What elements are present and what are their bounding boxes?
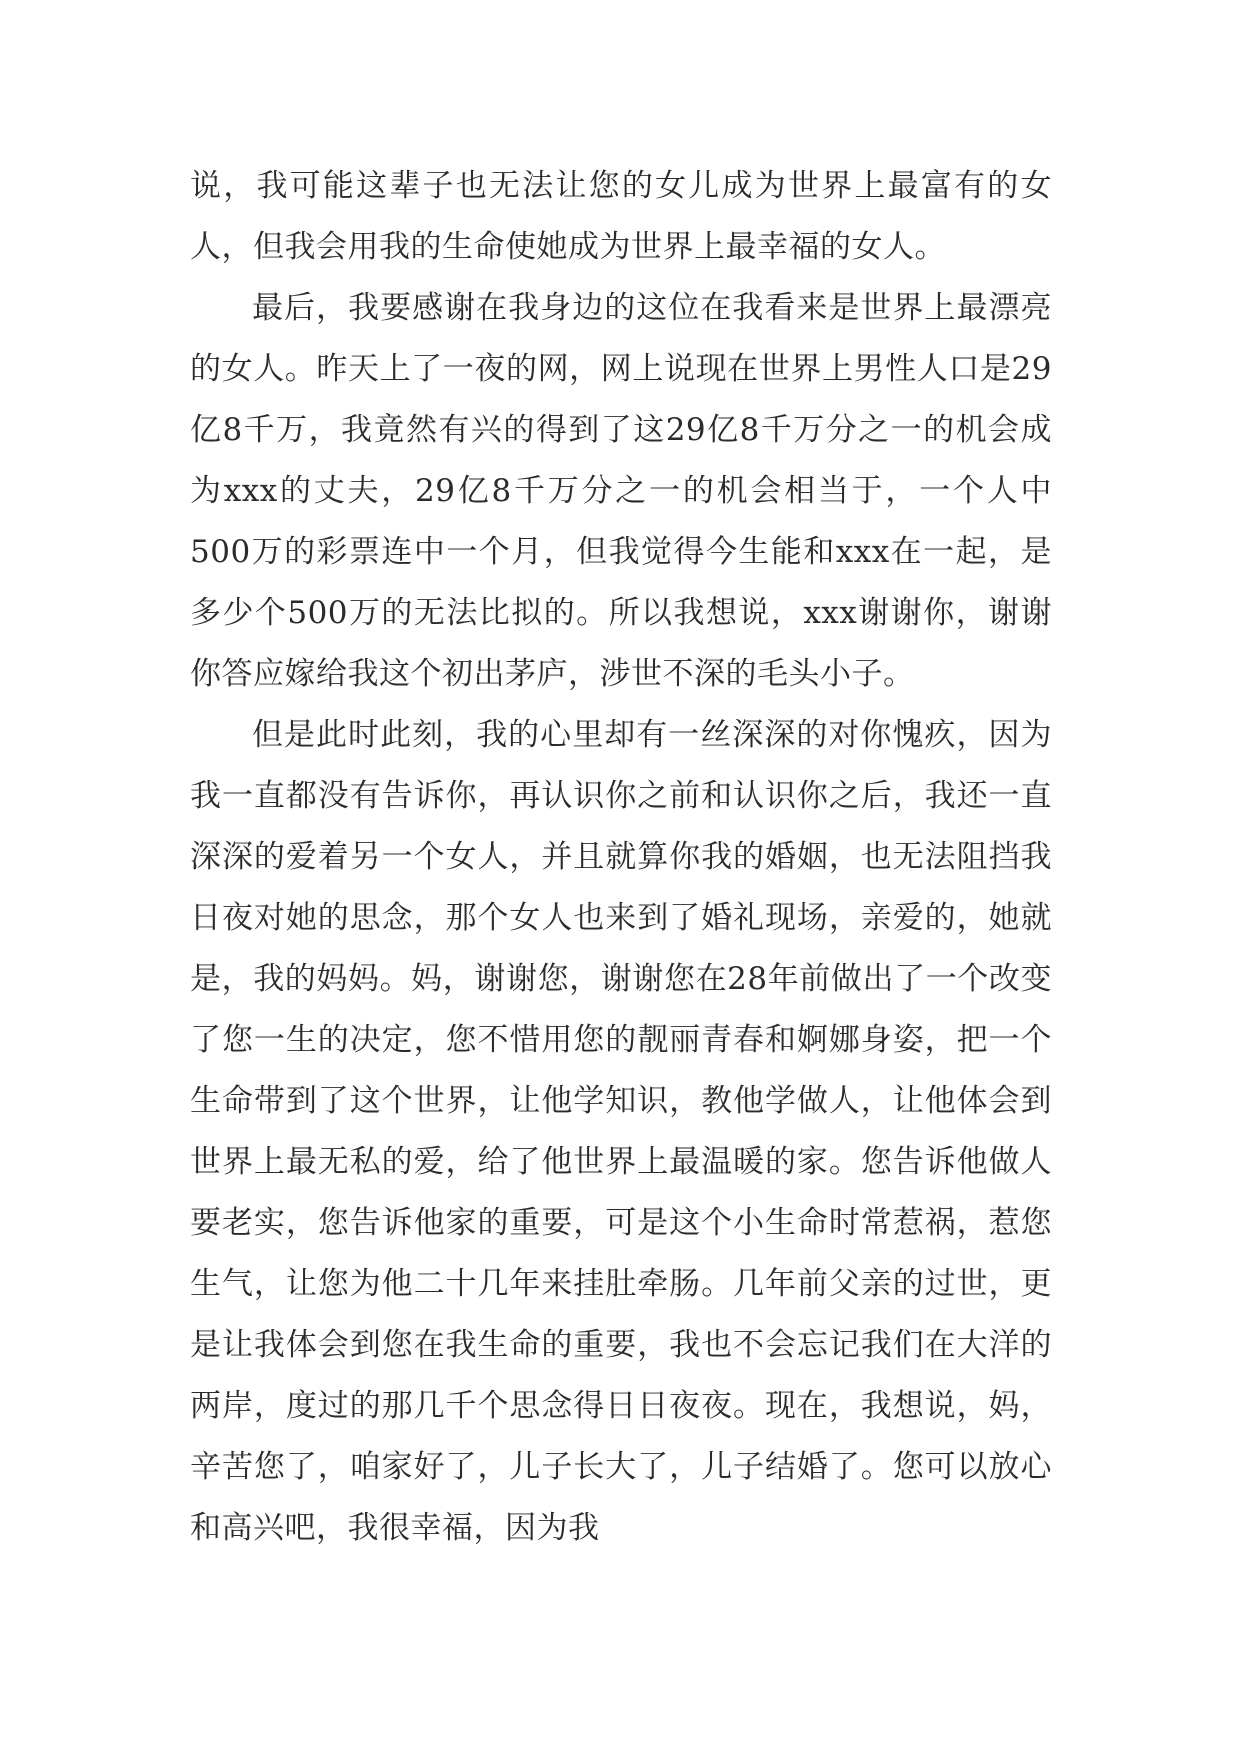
document-body [190, 156, 1052, 1559]
paragraph-thanks-mother: 但是此时此刻，我的心里却有一丝深深的对你愧疚，因为我一直都没有告诉你，再认识你之前和认识你之后，我还一直深深的爱着另一个女人，并且就算你我的婚姻，也无法阻挡我日夜对她的思念，那个女人也来到了婚礼现场，亲爱的，她就是，我的妈妈。妈，谢谢您，谢谢您在28年前做出了一个改变了您一生的决定，您不惜用您的靓丽青春和婀娜身姿，把一个生命带到了这个世界，让他学知识，教他学做人，让他体会到世界上最无私的爱，给了他世界上最温暖的家。您告诉他做人要老实，您告诉他家的重要，可是这个小生命时常惹祸，惹您生气，让您为他二十几年来挂肚牵肠。几年前父亲的过世，更是让我体会到您在我生命的重要，我也不会忘记我们在大洋的两岸，度过的那几千个思念得日日夜夜。现在，我想说，妈，辛苦您了，咱家好了，儿子长大了，儿子结婚了。您可以放心和高兴吧，我很幸福，因为我 [190, 717, 1052, 1546]
paragraph-thanks-wife: 最后，我要感谢在我身边的这位在我看来是世界上最漂亮的女人。昨天上了一夜的网，网上说现在世界上男性人口是29亿8千万，我竟然有兴的得到了这29亿8千万分之一的机会成为xxx的丈夫，29亿8千万分之一的机会相当于，一个人中500万的彩票连中一个月，但我觉得今生能和xxx在一起，是多少个500万的无法比拟的。所以我想说，xxx谢谢你，谢谢你答应嫁给我这个初出茅庐，涉世不深的毛头小子。 [190, 290, 1052, 692]
paragraph-continuation: 说，我可能这辈子也无法让您的女儿成为世界上最富有的女人，但我会用我的生命使她成为世界上最幸福的女人。 [190, 168, 1052, 265]
